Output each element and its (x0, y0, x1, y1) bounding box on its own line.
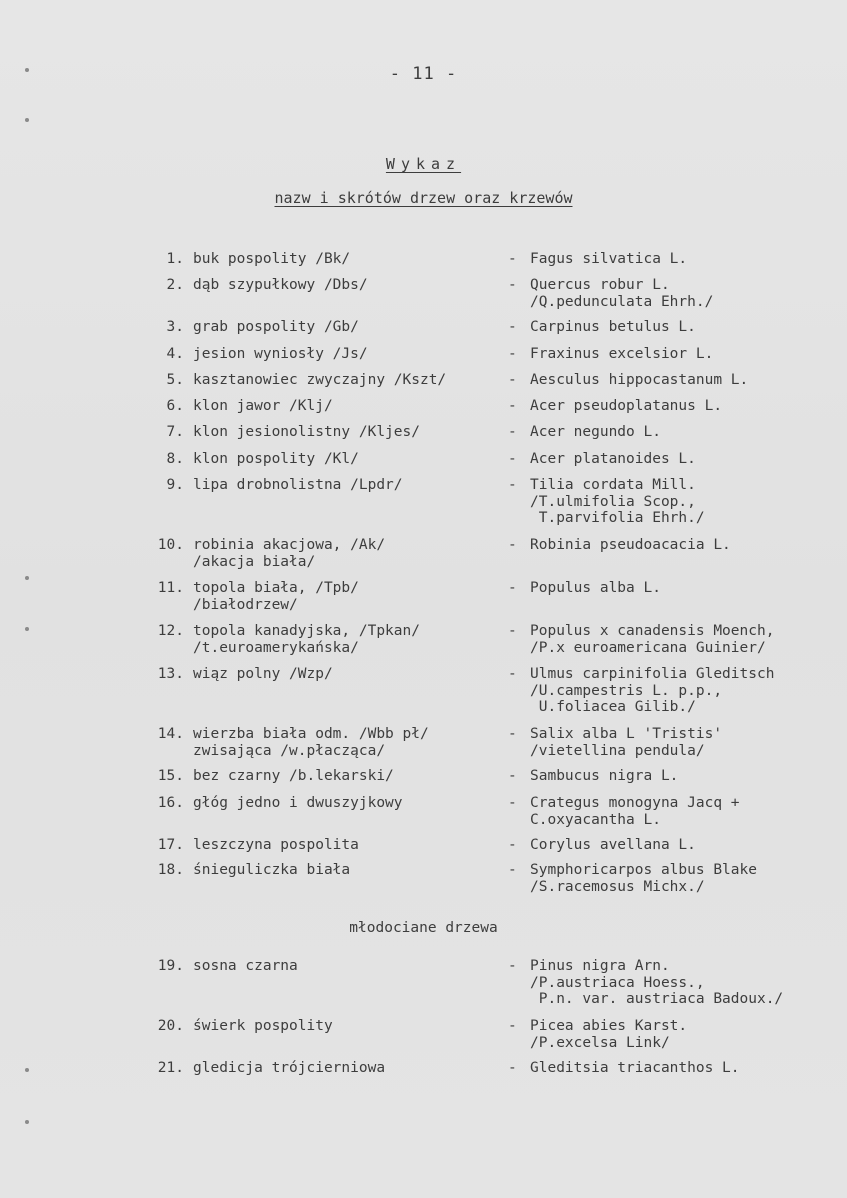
latin-name-line: Pinus nigra Arn. (530, 958, 670, 974)
latin-name-line: T.parvifolia Ehrh./ (530, 510, 705, 526)
latin-name (530, 424, 840, 441)
polish-name-line: klon pospolity /Kl/ (193, 451, 359, 467)
polish-name-line: bez czarny /b.lekarski/ (193, 768, 394, 784)
latin-name-line: /P.austriaca Hoess., (530, 974, 705, 991)
latin-name-line: Robinia pseudoacacia L. (530, 537, 731, 553)
punch-hole-mark (25, 627, 29, 631)
document-title (0, 155, 847, 173)
separator-dash: - (508, 424, 517, 440)
latin-name (530, 398, 840, 415)
polish-name-line: robinia akacjowa, /Ak/ (193, 537, 386, 553)
polish-name (193, 372, 503, 389)
polish-name-line: lipa drobnolistna /Lpdr/ (193, 477, 403, 493)
item-number: 2. (166, 277, 184, 293)
separator-dash: - (508, 372, 517, 388)
latin-name (530, 537, 840, 554)
latin-name (530, 726, 840, 759)
latin-name-line: Populus alba L. (530, 580, 661, 596)
polish-name (193, 451, 503, 468)
latin-name-line: Tilia cordata Mill. (530, 477, 696, 493)
item-number: 6. (166, 398, 184, 414)
latin-name (530, 251, 840, 268)
separator-dash: - (508, 958, 517, 974)
separator-dash: - (508, 768, 517, 784)
latin-name-line: /Q.pedunculata Ehrh./ (530, 293, 714, 310)
separator-dash: - (508, 477, 517, 493)
latin-name-line: Symphoricarpos albus Blake (530, 862, 757, 878)
polish-name-line: buk pospolity /Bk/ (193, 251, 351, 267)
latin-name-line: Ulmus carpinifolia Gleditsch (530, 666, 775, 682)
item-number: 19. (157, 958, 184, 974)
polish-name (193, 580, 503, 613)
latin-name-line: Populus x canadensis Moench, (530, 623, 775, 639)
polish-name-line: gledicja trójcierniowa (193, 1060, 386, 1076)
latin-name-line: Acer pseudoplatanus L. (530, 398, 723, 414)
latin-name-line: Acer platanoides L. (530, 451, 696, 467)
polish-name-line: sosna czarna (193, 958, 298, 974)
latin-name (530, 666, 840, 716)
polish-name (193, 346, 503, 363)
polish-name (193, 726, 503, 759)
latin-name-line: /S.racemosus Michx./ (530, 878, 705, 895)
polish-name (193, 862, 503, 879)
polish-name-line: wierzba biała odm. /Wbb pł/ (193, 726, 429, 742)
latin-name (530, 346, 840, 363)
latin-name (530, 837, 840, 854)
item-number: 1. (166, 251, 184, 267)
polish-name (193, 277, 503, 294)
latin-name (530, 958, 840, 1008)
latin-name-line: Crategus monogyna Jacq + (530, 795, 740, 811)
item-number: 20. (157, 1018, 184, 1034)
item-number: 4. (166, 346, 184, 362)
separator-dash: - (508, 251, 517, 267)
polish-name (193, 251, 503, 268)
polish-name-line: dąb szypułkowy /Dbs/ (193, 277, 368, 293)
item-number: 11. (157, 580, 184, 596)
polish-name-line: głóg jedno i dwuszyjkowy (193, 795, 403, 811)
latin-name-line: U.foliacea Gilib./ (530, 699, 696, 715)
item-number: 12. (157, 623, 184, 639)
item-number: 7. (166, 424, 184, 440)
item-number: 3. (166, 319, 184, 335)
polish-name-line: śnieguliczka biała (193, 862, 351, 878)
latin-name-line: Picea abies Karst. (530, 1018, 688, 1034)
polish-name-line: wiąz polny /Wzp/ (193, 666, 333, 682)
document-subtitle (0, 189, 847, 207)
latin-name-line: Carpinus betulus L. (530, 319, 696, 335)
polish-name-line: klon jesionolistny /Kljes/ (193, 424, 420, 440)
polish-name (193, 398, 503, 415)
separator-dash: - (508, 451, 517, 467)
item-number: 15. (157, 768, 184, 784)
document-subtitle-text: nazw i skrótów drzew oraz krzewów (274, 189, 573, 207)
polish-name (193, 319, 503, 336)
latin-name (530, 477, 840, 527)
item-number: 14. (157, 726, 184, 742)
latin-name-line: Salix alba L 'Tristis' (530, 726, 723, 742)
polish-name-line: kasztanowiec zwyczajny /Kszt/ (193, 372, 447, 388)
item-number: 13. (157, 666, 184, 682)
item-number: 21. (157, 1060, 184, 1076)
latin-name-line: Fraxinus excelsior L. (530, 346, 714, 362)
latin-name-line: P.n. var. austriaca Badoux./ (530, 991, 784, 1007)
item-number: 8. (166, 451, 184, 467)
polish-name-line: topola biała, /Tpb/ (193, 580, 359, 596)
separator-dash: - (508, 726, 517, 742)
page-number: - 11 - (389, 64, 458, 84)
polish-name-line: jesion wyniosły /Js/ (193, 346, 368, 362)
polish-name-line: /białodrzew/ (193, 596, 298, 613)
latin-name-line: /T.ulmifolia Scop., (530, 493, 696, 510)
latin-name (530, 451, 840, 468)
separator-dash: - (508, 537, 517, 553)
latin-name-line: /U.campestris L. p.p., (530, 682, 723, 699)
polish-name (193, 537, 503, 570)
section-label: młodociane drzewa (349, 920, 498, 936)
separator-dash: - (508, 346, 517, 362)
separator-dash: - (508, 1060, 517, 1076)
latin-name-line: Sambucus nigra L. (530, 768, 679, 784)
latin-name-line: C.oxyacantha L. (530, 811, 661, 828)
polish-name-line: /t.euroamerykańska/ (193, 639, 359, 656)
polish-name (193, 768, 503, 785)
polish-name (193, 424, 503, 441)
polish-name-line: leszczyna pospolita (193, 837, 359, 853)
separator-dash: - (508, 319, 517, 335)
item-number: 5. (166, 372, 184, 388)
latin-name-line: Acer negundo L. (530, 424, 661, 440)
latin-name (530, 862, 840, 895)
separator-dash: - (508, 398, 517, 414)
latin-name-line: Corylus avellana L. (530, 837, 696, 853)
latin-name-line: Aesculus hippocastanum L. (530, 372, 749, 388)
punch-hole-mark (25, 576, 29, 580)
separator-dash: - (508, 666, 517, 682)
punch-hole-mark (25, 1068, 29, 1072)
latin-name (530, 1060, 840, 1077)
latin-name (530, 795, 840, 828)
polish-name (193, 1018, 503, 1035)
latin-name (530, 372, 840, 389)
latin-name-line: /vietellina pendula/ (530, 742, 705, 759)
latin-name (530, 277, 840, 310)
punch-hole-mark (25, 1120, 29, 1124)
separator-dash: - (508, 277, 517, 293)
latin-name-line: /P.x euroamericana Guinier/ (530, 639, 766, 656)
latin-name (530, 580, 840, 597)
polish-name (193, 958, 503, 975)
item-number: 10. (157, 537, 184, 553)
latin-name (530, 319, 840, 336)
polish-name (193, 666, 503, 683)
item-number: 16. (157, 795, 184, 811)
separator-dash: - (508, 795, 517, 811)
polish-name (193, 837, 503, 854)
item-number: 9. (166, 477, 184, 493)
polish-name-line: zwisająca /w.płacząca/ (193, 742, 386, 759)
separator-dash: - (508, 580, 517, 596)
item-number: 17. (157, 837, 184, 853)
polish-name-line: /akacja biała/ (193, 553, 316, 570)
latin-name-line: Fagus silvatica L. (530, 251, 688, 267)
polish-name (193, 623, 503, 656)
latin-name (530, 623, 840, 656)
latin-name-line: Gleditsia triacanthos L. (530, 1060, 740, 1076)
polish-name (193, 795, 503, 812)
item-number: 18. (157, 862, 184, 878)
polish-name (193, 1060, 503, 1077)
document-title-text: Wykaz (385, 155, 462, 173)
polish-name-line: topola kanadyjska, /Tpkan/ (193, 623, 420, 639)
separator-dash: - (508, 837, 517, 853)
separator-dash: - (508, 862, 517, 878)
latin-name-line: /P.excelsa Link/ (530, 1034, 670, 1051)
separator-dash: - (508, 623, 517, 639)
polish-name (193, 477, 503, 494)
separator-dash: - (508, 1018, 517, 1034)
latin-name-line: Quercus robur L. (530, 277, 670, 293)
polish-name-line: klon jawor /Klj/ (193, 398, 333, 414)
latin-name (530, 768, 840, 785)
polish-name-line: grab pospolity /Gb/ (193, 319, 359, 335)
polish-name-line: świerk pospolity (193, 1018, 333, 1034)
latin-name (530, 1018, 840, 1051)
punch-hole-mark (25, 118, 29, 122)
